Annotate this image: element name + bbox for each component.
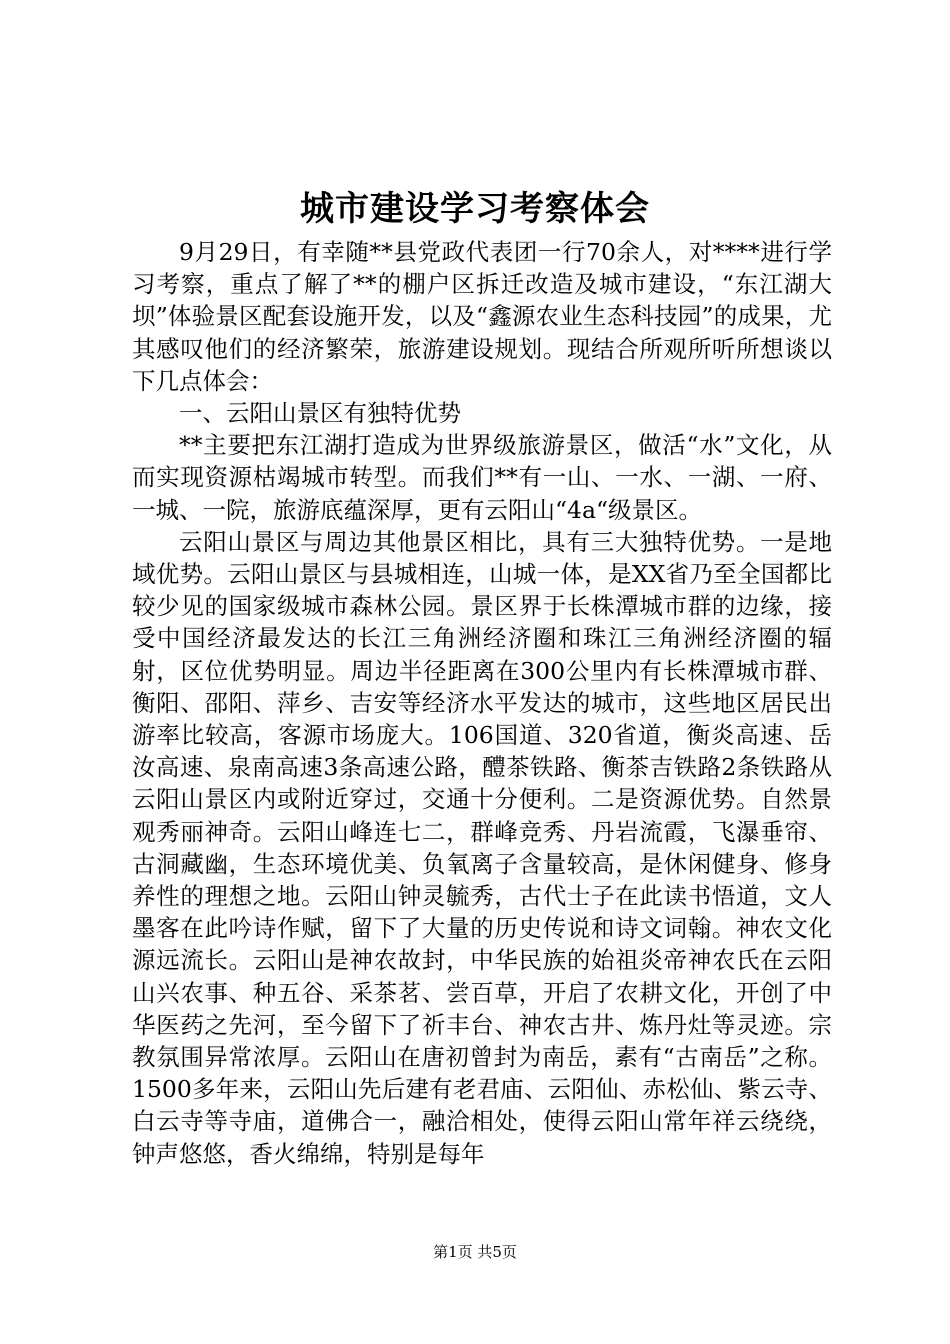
document-title: 城市建设学习考察体会 — [300, 189, 650, 229]
paragraph-intro: 9月29日，有幸随**县党政代表团一行70余人，对****进行学习考察，重点了解了**的棚户区拆迁改造及城市建设，“东江湖大坝”体验景区配套设施开发，以及“鑫源农业生态科技园”的成果，尤其感叹他们的经济繁荣，旅游建设规划。现结合所观所听所想谈以下几点体会： — [132, 238, 832, 395]
paragraph-yunyang-advantages: 云阳山景区与周边其他景区相比，具有三大独特优势。一是地域优势。云阳山景区与县城相连，山城一体，是XX省乃至全国都比较少见的国家级城市森林公园。景区界于长株潭城市群的边缘，接受中国经济最发达的长江三角洲经济圈和珠江三角洲经济圈的辐射，区位优势明显。周边半径距离在300公里内有长株潭城市群、衡阳、邵阳、萍乡、吉安等经济水平发达的城市，这些地区居民出游率比较高，客源市场庞大。106国道、320省道，衡炎高速、岳汝高速、泉南高速3条高速公路，醴茶铁路、衡茶吉铁路2条铁路从云阳山景区内或附近穿过，交通十分便利。二是资源优势。自然景观秀丽神奇。云阳山峰连七二，群峰竞秀、丹岩流霞，飞瀑垂帘、古洞藏幽，生态环境优美、负氧离子含量较高，是休闲健身、修身养性的理想之地。云阳山钟灵毓秀，古代士子在此读书悟道，文人墨客在此吟诗作赋，留下了大量的历史传说和诗文词翰。神农文化源远流长。云阳山是神农故封，中华民族的始祖炎帝神农氏在云阳山兴农事、种五谷、采茶茗、尝百草，开启了农耕文化，开创了中华医药之先河，至今留下了祈丰台、神农古井、炼丹灶等灵迹。宗教氛围异常浓厚。云阳山在唐初曾封为南岳，素有“古南岳”之称。1500多年来，云阳山先后建有老君庙、云阳仙、赤松仙、紫云寺、白云寺等寺庙，道佛合一，融洽相处，使得云阳山常年祥云绕绕，钟声悠悠，香火绵绵，特别是每年 — [132, 527, 832, 1168]
section-heading: 一、云阳山景区有独特优势 — [179, 399, 461, 428]
document-body — [132, 236, 832, 1170]
page-number-footer: 第1页 共5页 — [433, 1243, 517, 1261]
paragraph-dongjiang: **主要把东江湖打造成为世界级旅游景区，做活“水”文化，从而实现资源枯竭城市转型。而我们**有一山、一水、一湖、一府、一城、一院，旅游底蕴深厚，更有云阳山“4a“级景区。 — [132, 431, 832, 524]
